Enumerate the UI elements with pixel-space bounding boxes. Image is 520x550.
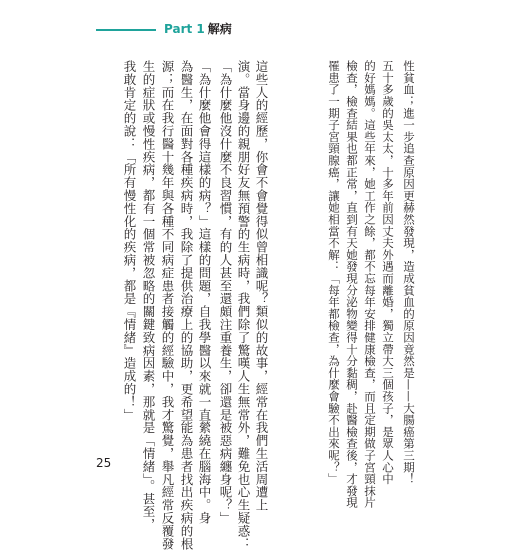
quote-column-2: 五十多歲的吳太太，十多年前因丈夫外遇而離婚，獨立帶大三個孩子，是眾人心中	[381, 60, 395, 485]
running-header	[164, 21, 232, 37]
body-column-7: 生的症狀或慢性疾病，都有一個常被忽略的關鍵致病因素，那就是「情緒」。甚至，	[141, 60, 156, 532]
body-column-5: 為醫生，在面對各種疾病時，我除了提供治療上的協助，更希望能為患者找出疾病的根	[179, 60, 194, 550]
body-column-6: 源；而在我行醫十幾年與各種不同病症患者接觸的經驗中，我才驚覺，舉凡經常反覆發	[160, 60, 175, 550]
part-title: 解病	[207, 22, 232, 36]
quote-column-3: 的好媽媽。這些年來，她工作之餘，都不忘每年安排健康檢查，而且定期做子宮頸抹片	[363, 60, 377, 509]
part-label: Part 1	[164, 22, 205, 36]
quote-column-4: 檢查，檢查結果也都正常，直到有天她發現分泌物變得十分黏稠，赴醫檢查後，才發現	[345, 60, 359, 509]
page-number: 25	[96, 456, 112, 470]
header-rule	[96, 29, 156, 31]
body-column-1: 這些人的經歷，你會不會覺得似曾相識呢？類似的故事，經常在我們生活周遭上	[254, 60, 269, 512]
body-column-4: 「為什麼他會得這樣的病？」這樣的問題，自我學醫以來就一直縈繞在腦海中。身	[197, 60, 212, 525]
quote-column-1: 性貧血；進一步追查原因更赫然發現，造成貧血的原因竟然是——大腸癌第三期！	[402, 60, 416, 485]
body-column-2: 演。當身邊的親朋好友無預警的生病時，我們除了驚嘆人生無常外，難免也心生疑惑：	[236, 60, 251, 550]
body-column-8: 我敢肯定的說：「所有慢性化的疾病，都是『情緒』造成的！」	[122, 60, 137, 422]
vertical-text-block	[120, 60, 416, 550]
body-column-3: 「為什麼他沒什麼不良習慣，有的人甚至還頗注重養生，卻還是被惡病纏身呢？」	[218, 60, 233, 525]
quote-column-5: 罹患了一期子宮頸腺癌，讓她相當不解：「每年都檢查，為什麼會驗不出來呢？」	[327, 60, 341, 485]
